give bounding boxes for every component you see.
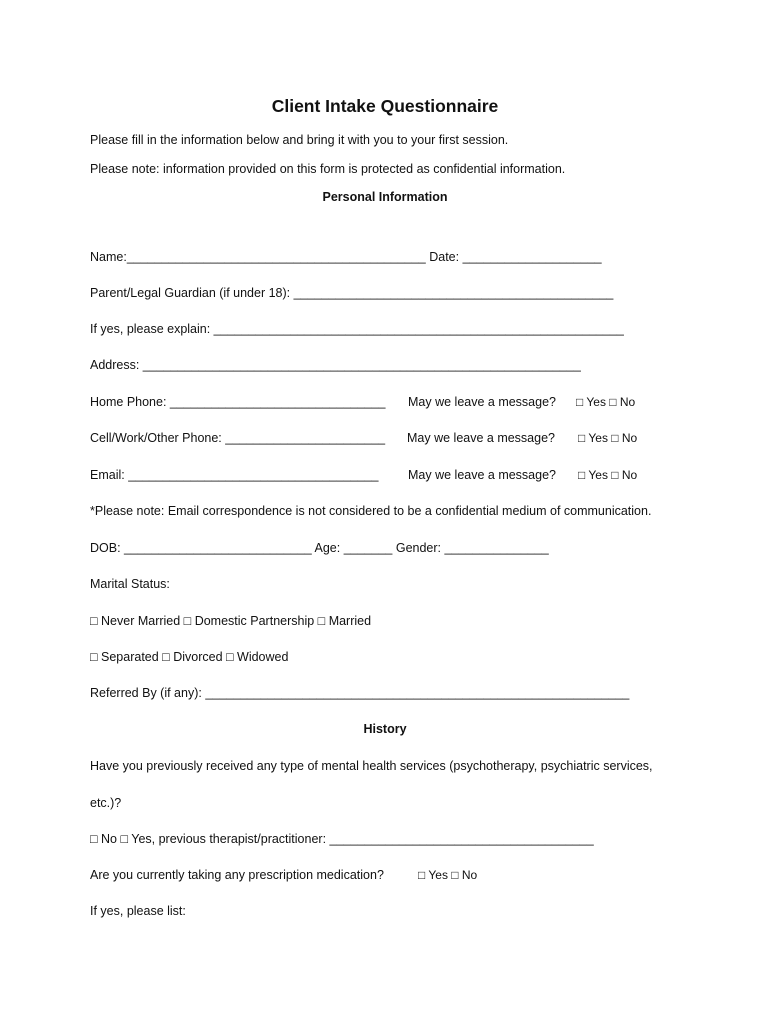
previous-services-question-line-1: Have you previously received any type of mental health services (psychotherapy, psychiatric services, (90, 759, 653, 773)
section-heading-personal: Personal Information (322, 190, 448, 204)
home-phone-field[interactable]: Home Phone: _______________________________ (90, 395, 386, 409)
home-phone-message-checkboxes[interactable]: □ Yes □ No (576, 395, 636, 409)
medication-row (90, 867, 670, 931)
dob-age-gender-field[interactable]: DOB: ___________________________ Age: _______ Gender: _______________ (90, 541, 549, 555)
medication-question: Are you currently taking any prescription medication? (90, 868, 384, 882)
referred-by-field[interactable]: Referred By (if any): _____________________________________________________________ (90, 686, 630, 700)
marital-status-options-1[interactable]: □ Never Married □ Domestic Partnership □ Married (90, 614, 372, 628)
marital-status-options-2[interactable]: □ Separated □ Divorced □ Widowed (90, 650, 289, 664)
name-date-field[interactable]: Name:___________________________________________ Date: ____________________ (90, 250, 602, 264)
cell-phone-message-question: May we leave a message? (407, 431, 555, 445)
medication-list-label: If yes, please list: (90, 904, 186, 918)
email-message-question: May we leave a message? (408, 468, 556, 482)
section-heading-history: History (363, 722, 407, 736)
guardian-field[interactable]: Parent/Legal Guardian (if under 18): ______________________________________________ (90, 286, 614, 300)
intro-line-1: Please fill in the information below and bring it with you to your first session. (90, 133, 509, 147)
previous-therapist-field[interactable]: □ No □ Yes, previous therapist/practitioner: ______________________________________ (90, 832, 594, 846)
home-phone-message-question: May we leave a message? (408, 395, 556, 409)
form-title: Client Intake Questionnaire (271, 96, 499, 116)
marital-status-label: Marital Status: (90, 577, 170, 591)
email-confidentiality-note: *Please note: Email correspondence is not considered to be a confidential medium of communication. (90, 504, 652, 518)
email-field[interactable]: Email: ____________________________________ (90, 468, 379, 482)
medication-checkboxes[interactable]: □ Yes □ No (418, 868, 478, 882)
cell-phone-message-checkboxes[interactable]: □ Yes □ No (578, 431, 638, 445)
address-field[interactable]: Address: _______________________________________________________________ (90, 358, 581, 372)
intro-line-2: Please note: information provided on this form is protected as confidential information. (90, 162, 566, 176)
email-message-checkboxes[interactable]: □ Yes □ No (578, 468, 638, 482)
cell-phone-field[interactable]: Cell/Work/Other Phone: _______________________ (90, 431, 386, 445)
previous-services-question-line-2: etc.)? (90, 796, 122, 810)
explain-field[interactable]: If yes, please explain: ___________________________________________________________ (90, 322, 624, 336)
